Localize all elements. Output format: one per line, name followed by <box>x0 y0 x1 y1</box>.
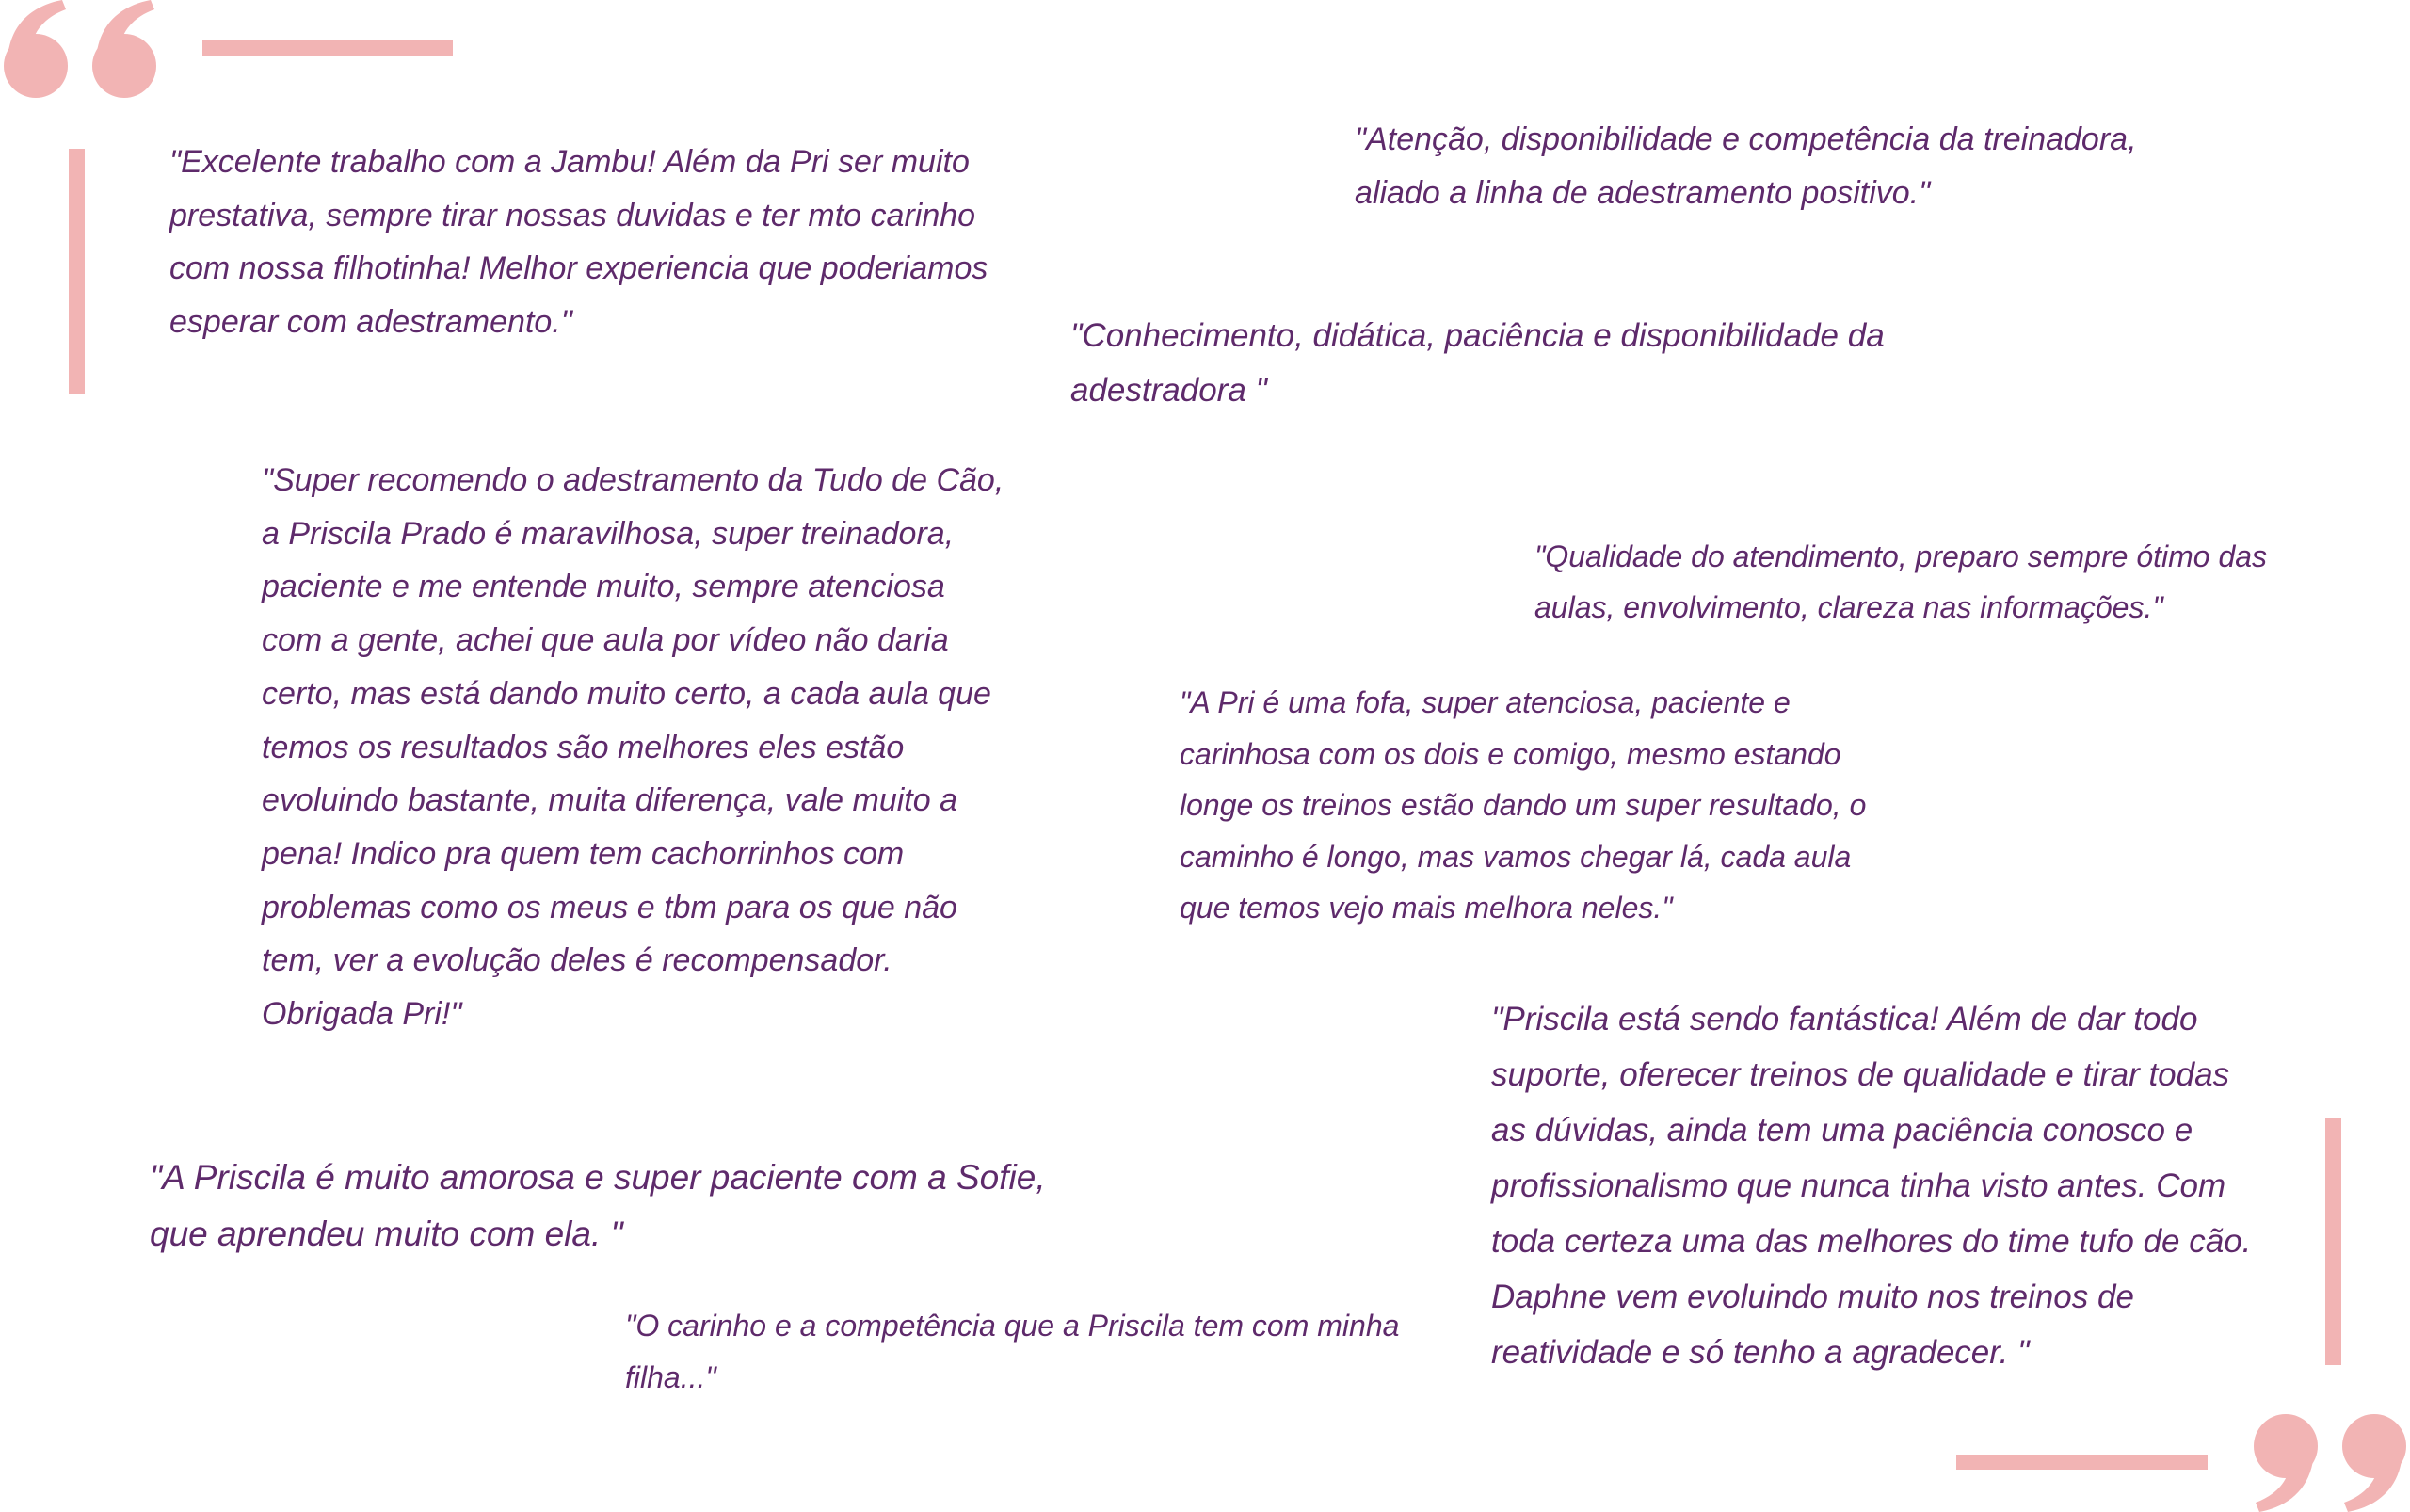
testimonial-sofie: "A Priscila é muito amorosa e super paciente com a Sofie, que aprendeu muito com ela. " <box>150 1158 1046 1253</box>
testimonial-atencao: "Atenção, disponibilidade e competência da treinadora, aliado a linha de adestramento positivo." <box>1355 121 2137 211</box>
testimonial-jambu: "Excelente trabalho com a Jambu! Além da Pri ser muito prestativa, sempre tirar nossas duvidas e ter mto carinho com nossa filhotinha! Melhor experiencia que poderiamos esperar com adestramento." <box>169 144 988 340</box>
opening-quote-icon <box>0 0 162 104</box>
testimonial-conhecimento: "Conhecimento, didática, paciência e disponibilidade da adestradora " <box>1070 317 1885 409</box>
bottom-accent-bar <box>1956 1455 2208 1470</box>
right-accent-bar <box>2325 1118 2341 1365</box>
top-accent-bar <box>202 40 453 56</box>
left-accent-bar <box>69 149 85 394</box>
testimonial-daphne: "Priscila está sendo fantástica! Além de dar todo suporte, oferecer treinos de qualidade e tirar todas as dúvidas, ainda tem uma paciência conosco e profissionalismo que nunca tinha visto antes. Com toda certeza uma das melhores do time tufo de cão. Daphne vem evoluindo muito nos treinos de reatividade e só tenho a agradecer. " <box>1491 1001 2252 1371</box>
closing-quote-icon <box>2248 1408 2410 1512</box>
testimonial-carinho-filha: "O carinho e a competência que a Priscila tem com minha filha..." <box>625 1309 1400 1394</box>
testimonial-qualidade: "Qualidade do atendimento, preparo sempre ótimo das aulas, envolvimento, clareza nas informações." <box>1534 539 2268 624</box>
testimonial-pri-fofa: "A Pri é uma fofa, super atenciosa, paciente e carinhosa com os dois e comigo, mesmo estando longe os treinos estão dando um super resultado, o caminho é longo, mas vamos chegar lá, cada aula que temos vejo mais melhora neles." <box>1180 685 1867 925</box>
testimonial-tudo-de-cao: "Super recomendo o adestramento da Tudo de Cão, a Priscila Prado é maravilhosa, super treinadora, paciente e me entende muito, sempre atenciosa com a gente, achei que aula por vídeo não daria certo, mas está dando muito certo, a cada aula que temos os resultados são melhores eles estão evoluindo bastante, muita diferença, vale muito a pena! Indico pra quem tem cachorrinhos com problemas como os meus e tbm para os que não tem, ver a evolução deles é recompensador. Obrigada Pri!" <box>262 462 1004 1033</box>
